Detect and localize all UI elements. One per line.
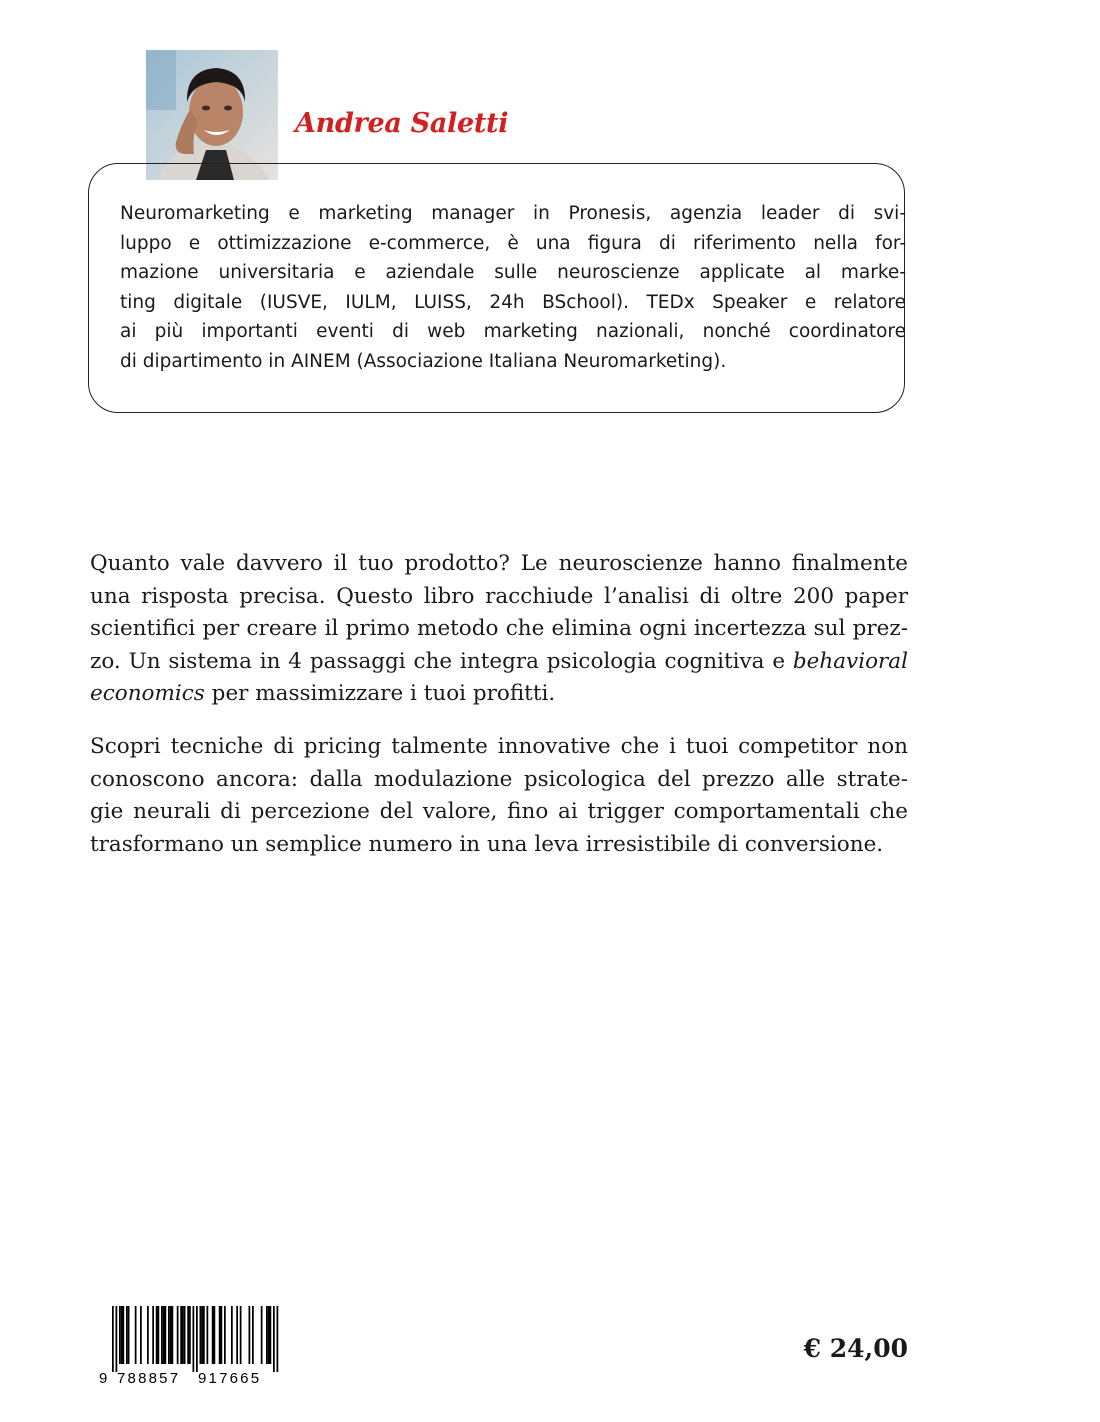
blurb-line: scientifici per creare il primo metodo che elimina ogni incertezza sul prez- xyxy=(90,616,908,641)
blurb-paragraph-1 xyxy=(90,548,908,711)
barcode-bar xyxy=(200,1306,202,1364)
author-photo xyxy=(146,50,278,180)
barcode-bar xyxy=(128,1306,130,1364)
blurb-emphasis: behavioral xyxy=(792,648,908,674)
blurb-line: conoscono ancora: dalla modulazione psicologica del prezzo alle strate- xyxy=(90,766,908,792)
barcode-bar xyxy=(147,1306,149,1364)
barcode-bar xyxy=(249,1306,251,1364)
barcode-bar xyxy=(121,1306,123,1364)
barcode-bar xyxy=(219,1306,221,1364)
barcode-bar xyxy=(165,1306,167,1364)
barcode-bar xyxy=(214,1306,216,1364)
barcode-bar xyxy=(193,1306,195,1372)
barcode-bar xyxy=(140,1306,142,1364)
barcode-bar xyxy=(126,1306,128,1364)
isbn-barcode xyxy=(98,1306,282,1386)
barcode-bar xyxy=(212,1306,214,1364)
barcode-group-1: 788857 xyxy=(117,1370,181,1386)
barcode-bar xyxy=(119,1306,121,1364)
barcode-bar xyxy=(224,1306,226,1364)
barcode-bar xyxy=(266,1306,268,1364)
barcode-bar xyxy=(161,1306,163,1364)
barcode-bar xyxy=(170,1306,172,1364)
blurb-text: per massimizzare i tuoi profitti. xyxy=(204,681,556,706)
barcode-bar xyxy=(180,1306,182,1364)
barcode-bar xyxy=(158,1306,160,1364)
barcode-bar xyxy=(163,1306,165,1364)
blurb-emphasis: economics xyxy=(90,681,205,706)
barcode-bar xyxy=(156,1306,158,1364)
barcode-bar xyxy=(221,1306,223,1364)
bio-line: di dipartimento in AINEM (Associazione Italiana Neuromarketing). xyxy=(120,350,727,372)
barcode-bar xyxy=(201,1306,203,1364)
barcode-bar xyxy=(240,1306,242,1364)
blurb-line: Quanto vale davvero il tuo prodotto? Le neuroscienze hanno finalmente xyxy=(90,551,908,576)
blurb-text: zo. Un sistema in 4 passaggi che integra psicologia cognitiva e xyxy=(90,648,793,674)
blurb-line: Scopri tecniche di pricing talmente innovative che i tuoi competitor non xyxy=(90,734,908,759)
barcode-first-digit: 9 xyxy=(99,1370,108,1386)
barcode-bar xyxy=(112,1306,114,1372)
price: € 24,00 xyxy=(803,1334,908,1363)
barcode-bar xyxy=(261,1306,263,1364)
barcode-bar xyxy=(196,1306,198,1372)
barcode-bar xyxy=(252,1306,254,1364)
barcode-bar xyxy=(116,1306,118,1372)
barcode-bar xyxy=(277,1306,279,1372)
blurb-paragraph-2 xyxy=(90,731,908,861)
bio-line: ai più importanti eventi di web marketing nazionali, nonché coordinatore xyxy=(120,321,906,342)
author-name: Andrea Saletti xyxy=(295,108,509,139)
barcode-bar xyxy=(168,1306,170,1364)
barcode-bar xyxy=(270,1306,272,1364)
barcode-bar xyxy=(189,1306,191,1364)
barcode-bar xyxy=(184,1306,186,1364)
bio-line: luppo e ottimizzazione e-commerce, è una figura di riferimento nella for- xyxy=(120,232,906,254)
barcode-bar xyxy=(273,1306,275,1372)
barcode-bar xyxy=(182,1306,184,1364)
blurb-line xyxy=(90,678,908,711)
barcode-bar xyxy=(152,1306,154,1364)
barcode-group-2: 917665 xyxy=(198,1370,262,1386)
blurb-line: una risposta precisa. Questo libro racchiude l’analisi di oltre 200 paper xyxy=(90,583,908,609)
barcode-bar xyxy=(135,1306,137,1364)
barcode-bar xyxy=(172,1306,174,1364)
barcode-bar xyxy=(268,1306,270,1364)
barcode-bar xyxy=(177,1306,179,1364)
bio-line: ting digitale (IUSVE, IULM, LUISS, 24h BSchool). TEDx Speaker e relatore xyxy=(120,291,906,313)
author-bio xyxy=(120,199,906,376)
barcode-bar xyxy=(123,1306,125,1364)
barcode-bar xyxy=(236,1306,238,1364)
barcode-graphic xyxy=(98,1306,282,1386)
barcode-bar xyxy=(203,1306,205,1364)
blurb-line xyxy=(90,646,908,679)
barcode-bar xyxy=(207,1306,209,1364)
barcode-bar xyxy=(187,1306,189,1364)
bio-line: Neuromarketing e marketing manager in Pronesis, agenzia leader di svi- xyxy=(120,203,906,224)
blurb-line: trasformano un semplice numero in una leva irresistibile di conversione. xyxy=(90,831,884,857)
bio-line: mazione universitaria e aziendale sulle neuroscienze applicate al marke- xyxy=(120,262,906,283)
barcode-bar xyxy=(231,1306,233,1364)
blurb-line: gie neurali di percezione del valore, fino ai trigger comportamentali che xyxy=(90,799,908,824)
